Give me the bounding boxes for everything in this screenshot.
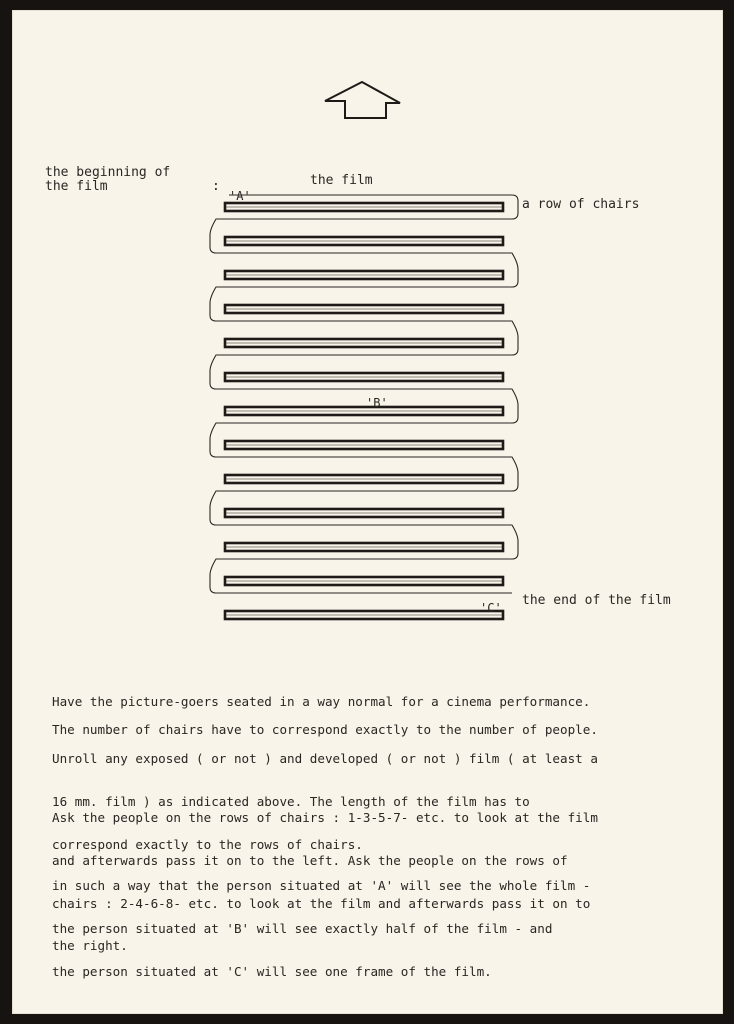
beginning-colon: : <box>212 179 220 194</box>
text-line: Unroll any exposed ( or not ) and developed ( or not ) film ( at least a <box>52 751 598 767</box>
text-line: the person situated at 'B' will see exactly half of the film - and <box>52 921 553 937</box>
text-line: The number of chairs have to correspond exactly to the number of people. <box>52 722 598 738</box>
text-line: in such a way that the person situated at 'A' will see the whole film - <box>52 878 591 894</box>
text-line: Have the picture-goers seated in a way normal for a cinema performance. <box>52 694 591 710</box>
text-line: chairs : 2-4-6-8- etc. to look at the film and afterwards pass it on to <box>52 895 591 911</box>
point-c-label: 'C' <box>480 601 502 615</box>
end-of-film-label: the end of the film <box>522 593 671 608</box>
text-line: and afterwards pass it on to the left. Ask the people on the rows of <box>52 853 568 869</box>
text-line: Ask the people on the rows of chairs : 1-3-5-7- etc. to look at the film <box>52 810 598 826</box>
text-line: 16 mm. film ) as indicated above. The length of the film has to <box>52 794 530 810</box>
point-a-label: 'A' <box>229 189 251 203</box>
row-of-chairs-label: a row of chairs <box>522 197 640 212</box>
paragraph-result <box>52 851 702 993</box>
up-arrow-icon <box>325 82 400 118</box>
the-film-label: the film <box>310 173 373 188</box>
beginning-label-line2: the film <box>45 179 108 194</box>
chair-rows <box>225 203 503 619</box>
text-line: the right. <box>52 938 128 954</box>
text-line: correspond exactly to the rows of chairs. <box>52 836 363 852</box>
point-b-label: 'B' <box>366 396 388 410</box>
beginning-label-line1: the beginning of <box>45 165 171 180</box>
film-path <box>210 195 518 593</box>
text-line: the person situated at 'C' will see one frame of the film. <box>52 963 492 979</box>
